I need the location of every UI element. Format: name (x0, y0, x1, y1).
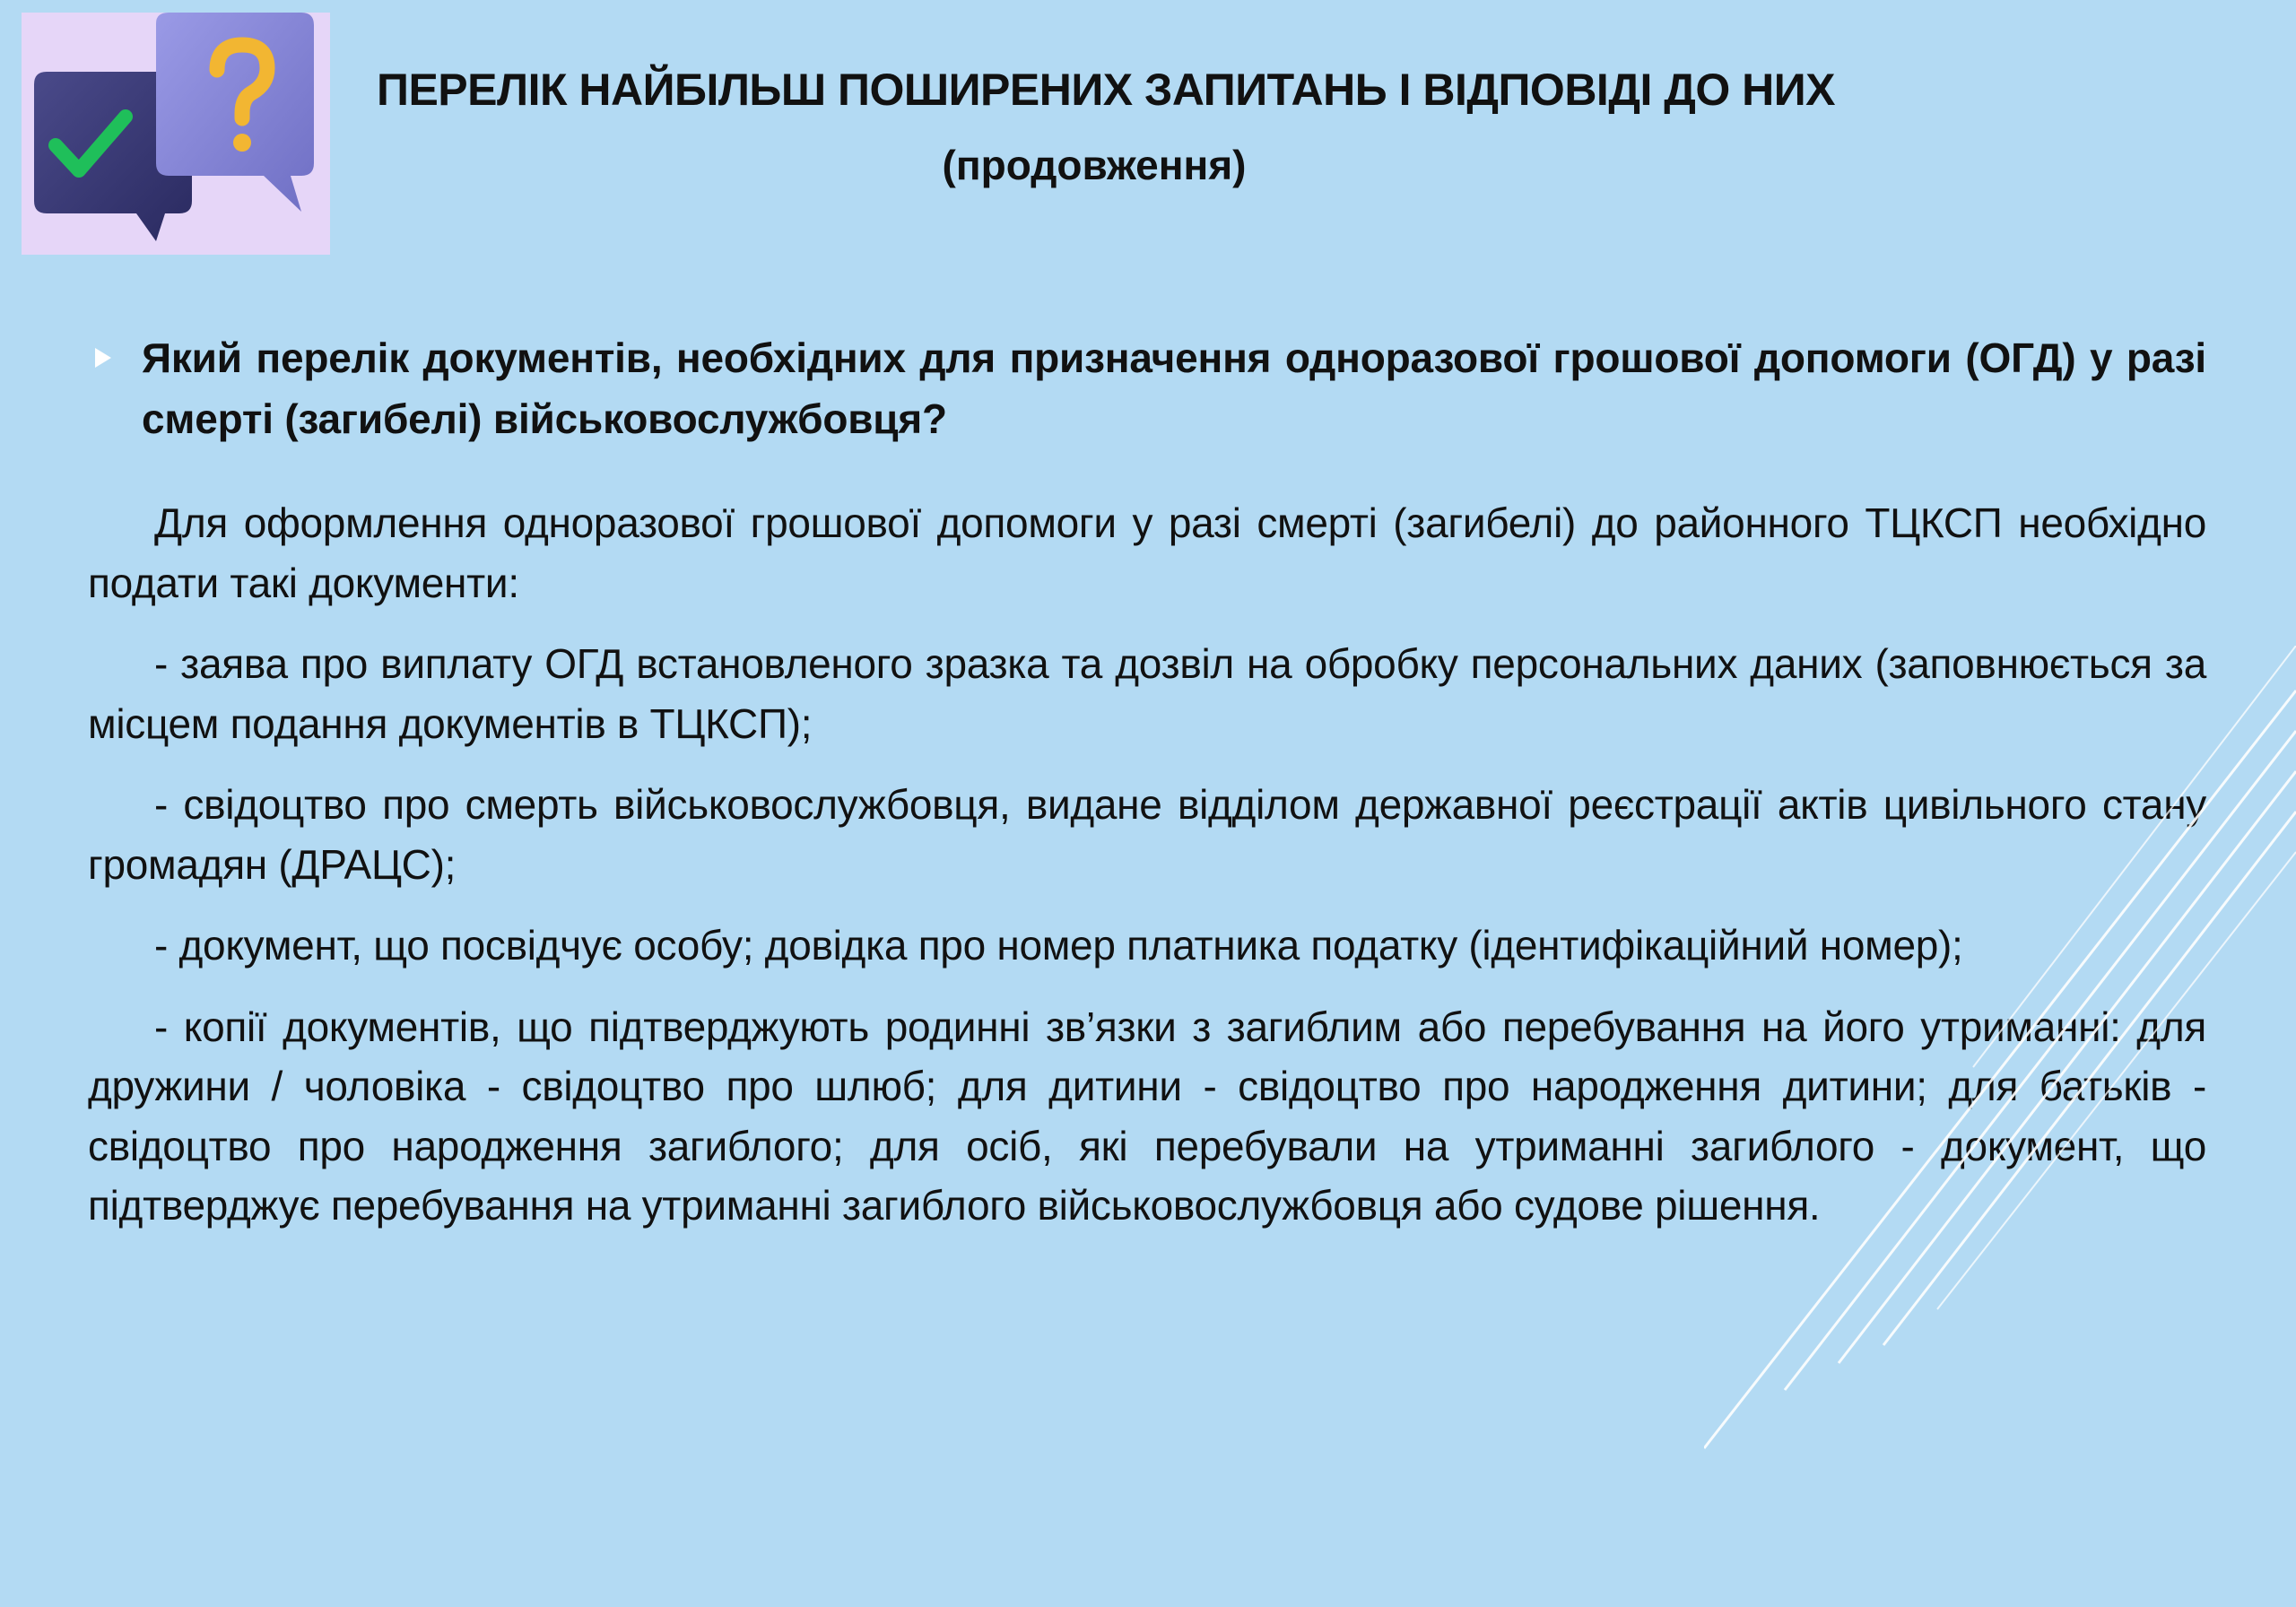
answer-item-identity-document: - документ, що посвідчує особу; довідка про номер платника податку (ідентифікаційний номер); (154, 922, 1963, 969)
answer-item-family-documents: - копії документів, що підтверджують родинні зв’язки з загиблим або перебування на його утриманні: для дружини / чоловіка - свідоцтво про шлюб; для дитини - свідоцтво про народження дитини; для батьків - свідоцтво про народження загиблого; для осіб, які перебували на утриманні загиблого - документ, що підтверджує перебування на утриманні загиблого військовослужбовця або судове рішення. (88, 1003, 2206, 1229)
page-title: ПЕРЕЛІК НАЙБІЛЬШ ПОШИРЕНИХ ЗАПИТАНЬ І ВІДПОВІДІ ДО НИХ (377, 65, 1836, 115)
page-subtitle: (продовження) (942, 142, 1247, 188)
question-text: Який перелік документів, необхідних для призначення одноразової грошової допомоги (ОГД) у разі смерті (загибелі) військовослужбовця? (142, 334, 2206, 442)
answer-item-death-certificate: - свідоцтво про смерть військовослужбовця, видане відділом державної реєстрації актів цивільного стану громадян (ДРАЦС); (88, 781, 2206, 888)
answer-paragraph-intro: Для оформлення одноразової грошової допомоги у разі смерті (загибелі) до районного ТЦКСП необхідно подати такі документи: (88, 499, 2206, 606)
faq-logo (22, 13, 330, 255)
decorative-diagonal-lines (1704, 646, 2296, 1453)
faq-chat-bubbles-icon (22, 13, 330, 255)
answer-item-application: - заява про виплату ОГД встановленого зразка та дозвіл на обробку персональних даних (заповнюється за місцем подання документів в ТЦКСП); (88, 640, 2206, 747)
triangle-bullet-icon (93, 346, 113, 369)
